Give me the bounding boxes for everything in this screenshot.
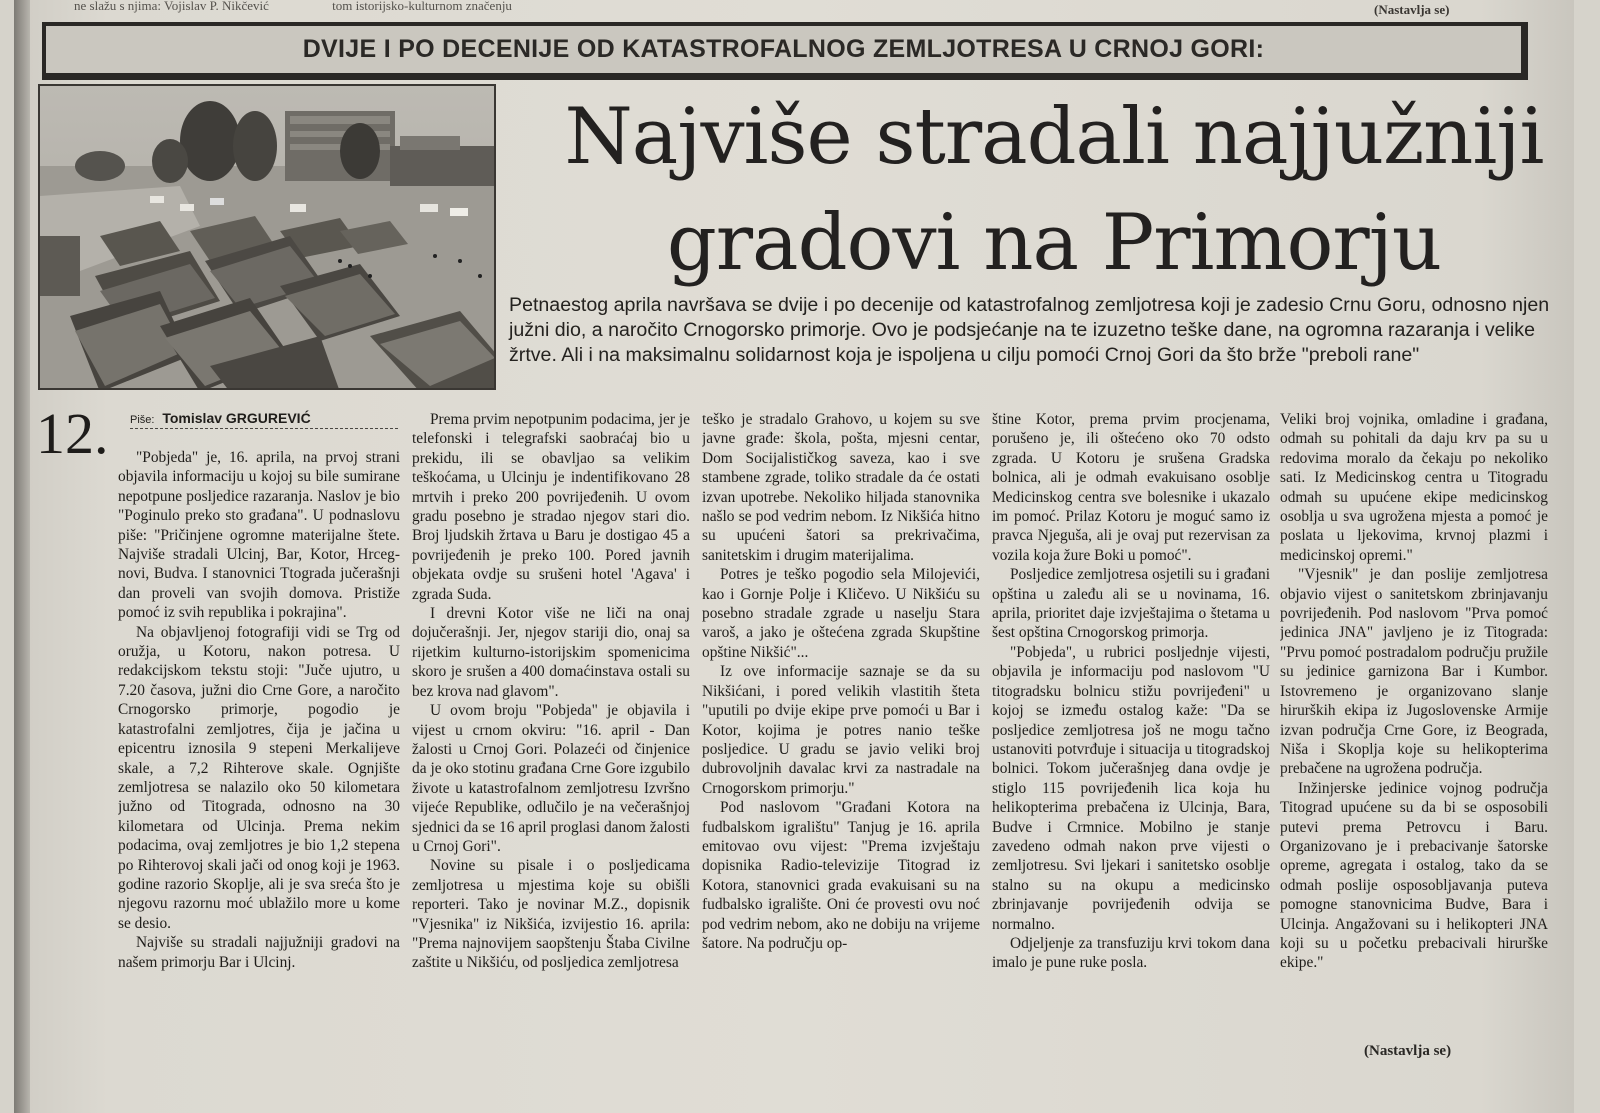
paragraph: U ovom broju "Pobjeda" je objavila i vijest u crnom okviru: "16. april - Dan žalosti u Crnoj Gori. Polazeći od činjenice da je oko stotinu građana Crne Gore izgubilo živote u katastrofalnom zemljotresu Izvršno vijeće Republike, odlučilo je na večerašnjoj sjednici da se 16 april proglasi danom žalosti u Crnoj Gori". bbox=[412, 702, 690, 855]
paragraph: "Pobjeda", u rubrici posljednje vijesti, objavila je informaciju pod naslovom "U titogradsku bolnicu stižu povrijeđeni" u kojoj se između ostalog kaže: "Da se posljedice zemljotresa još ne mogu tačno ustanoviti potvrđuje i situacija u titogradskoj bolnici. Tokom jučerašnjeg dana ovdje je stiglo 115 povrijeđenih lica koja hu helikopterima prebačena iz Ulcinja, Bara, Budve i Crmnice. Mobilno je stanje zavedeno odmah nakon prve vijesti o zemljotresu. Svi ljekari i sanitetsko osoblje stalno su na okupu a medicinsko zbrinjavanje povrijeđenih odvija se normalno. bbox=[992, 643, 1270, 933]
tent-camp-photo bbox=[38, 84, 496, 390]
article-column-4 bbox=[992, 410, 1270, 1078]
page-gutter bbox=[14, 0, 30, 1113]
paragraph: Potres je teško pogodio sela Milojevići, kao i Gornje Polje i Kličevo. U Nikšiću su posebno stradale zgrade u naselju Stara varoš, a jako je oštećena zgrada Skupštine opštine Nikšić"... bbox=[702, 566, 980, 661]
paragraph: Veliki broj vojnika, omladine i građana, odmah su pohitali da daju krv pa su u redovima moralo da čekaju po nekoliko sati. Iz Medicinskog centra u Titogradu odmah su upućene ekipe medicinskog osoblja u sva ugrožena mjesta a pomoć je poslata u ljekovima, krvnoj plazmi i medicinskoj opremi." bbox=[1280, 411, 1548, 564]
paragraph: I drevni Kotor više ne liči na onaj dojučerašnji. Jer, njegov stariji dio, onaj sa rijetkim kulturno-istorijskim spomenicima skoro je srušen a 400 domaćinstava ostali su bez krova nad glavom". bbox=[412, 605, 690, 700]
paragraph: Najviše su stradali najjužniji gradovi na našem primorju Bar i Ulcinj. bbox=[118, 934, 400, 971]
paragraph: Odjeljenje za transfuziju krvi tokom dana imalo je pune ruke posla. bbox=[992, 934, 1270, 972]
photo-illustration bbox=[40, 86, 496, 390]
continue-label-top: (Nastavlja se) bbox=[1374, 2, 1450, 17]
paragraph: Prema prvim nepotpunim podacima, jer je telefonski i telegrafski saobraćaj bio u prekidu, ili se obavljao sa velikim teškoćama, u Ulcinju je indentifikovano 28 mrtvih i preko 200 povrijeđenih. U ovom gradu posebno je stradao njegov stari dio. Broj ljudskih žrtava u Baru je dostigao 45 a povrijeđenih je preko 100. Pored javnih objekata ovdje su srušeni hotel 'Agava' i zgrada Suda. bbox=[412, 411, 690, 603]
kicker-box bbox=[42, 22, 1528, 80]
article-column-5 bbox=[1280, 410, 1548, 1038]
paragraph: Posljedice zemljotresa osjetili su i građani opština u zaleđu ali se u novinama, 16. aprila, prioritet daje izvještajima o štetama u šest opština Crnogorskog primorja. bbox=[992, 566, 1270, 642]
strip-fragment: tom istorijsko-kulturnom značenju bbox=[332, 0, 512, 13]
strip-fragment: ne slažu s njima: Vojislav P. Nikčević bbox=[74, 0, 269, 13]
paragraph: Iz ove informacije saznaje se da su Nikšićani, i pored velikih vlastitih šteta "uputili po dvije ekipe prve pomoći u Bar i Kotor, kojima je potres nanio teške posljedice. U gradu se javio veliki broj dubrovoljnih davalac krvi za nastradale na Crnogorskom primorju." bbox=[702, 663, 980, 797]
byline bbox=[130, 410, 398, 429]
paragraph: Na objavljenoj fotografiji vidi se Trg od oružja, u Kotoru, nakon potresa. U redakcijskom tekstu stoji: "Juče ujutro, u 7.20 časova, južni dio Crne Gore, a naročito Crnogorsko primorje, pogodio je katastrofalni zemljotres, čija je jačina u epicentru iznosila 9 stepeni Merkalijeve skale, a 7,2 Rihterove skale. Ognjište zemljotresa se nalazilo oko 50 kilometara južno od Titograda, odnosno na 30 kilometara od Ulcinja. Prema nekim podacima, ovaj zemljotres je bio 1,2 stepena po Rihterovoj skali jači od onog koji je 1963. godine razorio Skoplje, ali je sva sreća što je njegovu razornu moć ublažilo more u kome se desio. bbox=[118, 623, 400, 932]
article-column-1 bbox=[118, 448, 400, 1073]
headline-line-1: Najviše stradali najjužniji bbox=[564, 92, 1544, 182]
paragraph: Inžinjerske jedinice vojnog područja Titograd upućene su da bi se osposobili putevi prema Petrovcu i Baru. Organizovano je i prebacivanje šatorske opreme, agregata i ostalog, tako da se odmah poslije osposobljavanja puteva pomogne stanovnicima Budve, Bara i Ulcinja. Angažovani su i helikopteri JNA koji su u početku prebacivali hirurške ekipe." bbox=[1280, 779, 1548, 972]
article-column-2 bbox=[412, 410, 690, 1078]
article-column-3 bbox=[702, 410, 980, 1078]
paragraph: "Vjesnik" je dan poslije zemljotresa objavio vijest o sanitetskom zbrinjavanju povrijeđenih. Pod naslovom "Prva pomoć jedinica JNA" javljeno je iz Titograda: "Prvu pomoć postradalom području pružile su jedinice garnizona Bar i Kumbor. Istovremeno je organizovano slanje hirurških ekipa iz Jugoslovenske Armije izvan područja Crne Gore, iz Beograda, Niša i Skoplja koje su helikopterima prebačene na ugrožena područja. bbox=[1280, 566, 1548, 778]
paragraph: Novine su pisale i o posljedicama zemljotresa u mjestima koje su obišli reporteri. Tako je novinar M.Z., dopisnik "Vjesnika" iz Nikšića, izvijestio 16. aprila: "Prema najnovijem saopštenju Štaba Civilne zaštite u Nikšiću, od posljedica zemljotresa bbox=[412, 857, 690, 972]
lead-paragraph: Petnaestog aprila navršava se dvije i po decenije od katastrofalnog zemljotresa koji je zadesio Crnu Goru, odnosno njen južni dio, a naročito Crnogorsko primorje. Ovo je podsjećanje na te izuzetno teške dane, na ogromna razaranja i velike žrtve. Ali i na maksimalnu solidarnost koja je ispoljena u cilju pomoći Crnoj Gori da što brže "preboli rane" bbox=[509, 294, 1550, 366]
byline-prefix: Piše: bbox=[130, 414, 155, 426]
headline-line-2: gradovi na Primorju bbox=[666, 198, 1442, 288]
continue-label: (Nastavlja se) bbox=[1364, 1043, 1452, 1059]
paragraph: "Pobjeda" je, 16. aprila, na prvoj strani objavila informaciju u kojoj su bile sumirane nepotpune posljedice razaranja. Naslov je bio "Poginulo preko sto građana". U podnaslovu piše: "Pričinjene ogromne materijalne štete. Najviše stradali Ulcinj, Bar, Kotor, Hrceg-novi, Budva. I stanovnici Ttograda jučerašnji dan proveli van svojih domova. Pristiže pomoć iz svih republika i pokrajina". bbox=[118, 449, 400, 622]
newspaper-page bbox=[14, 0, 1574, 1113]
kicker-text: DVIJE I PO DECENIJE OD KATASTROFALNOG ZEMLJOTRESA U CRNOJ GORI: bbox=[302, 35, 1265, 63]
paragraph: štine Kotor, prema prvim procjenama, porušeno je, ili oštećeno oko 70 odsto zgrada. U Kotoru je srušena Gradska bolnica, ali je odmah evakuisano osoblje Medicinskog centra sve bolesnike i ukazalo im pomoć. Prilaz Kotoru je moguć samo iz pravca Njeguša, ali je ovaj put rezervisan za vozila koja žure Boki u pomoć". bbox=[992, 411, 1270, 564]
author-name: Tomislav GRGUREVIĆ bbox=[162, 410, 311, 426]
previous-article-strip bbox=[74, 0, 1324, 14]
series-number: 12. bbox=[36, 401, 109, 466]
paragraph: teško je stradalo Grahovo, u kojem su sve javne građe: škola, pošta, mjesni centar, Dom Socijalističkog saveza, kao i sve stambene zgrade, toliko stradale da će ostati izvan upotrebe. Nekoliko hiljada stanovnika našlo se pod vedrim nebom. Iz Nikšića hitno su upućeni šatori sa prekrivačima, sanitetskim i drugim materijalima. bbox=[702, 411, 980, 564]
paragraph: Pod naslovom "Građani Kotora na fudbalskom igralištu" Tanjug je 16. aprila emitovao ovu vijest: "Prema izvještaju dopisnika Radio-televizije Titograd iz Kotora, stanovnici grada evakuisani su na fudbalsko igralište. Oni će provesti ovu noć pod vedrim nebom, ako ne dobiju na vrijeme šatore. Na području op- bbox=[702, 799, 980, 952]
headline bbox=[514, 84, 1594, 296]
